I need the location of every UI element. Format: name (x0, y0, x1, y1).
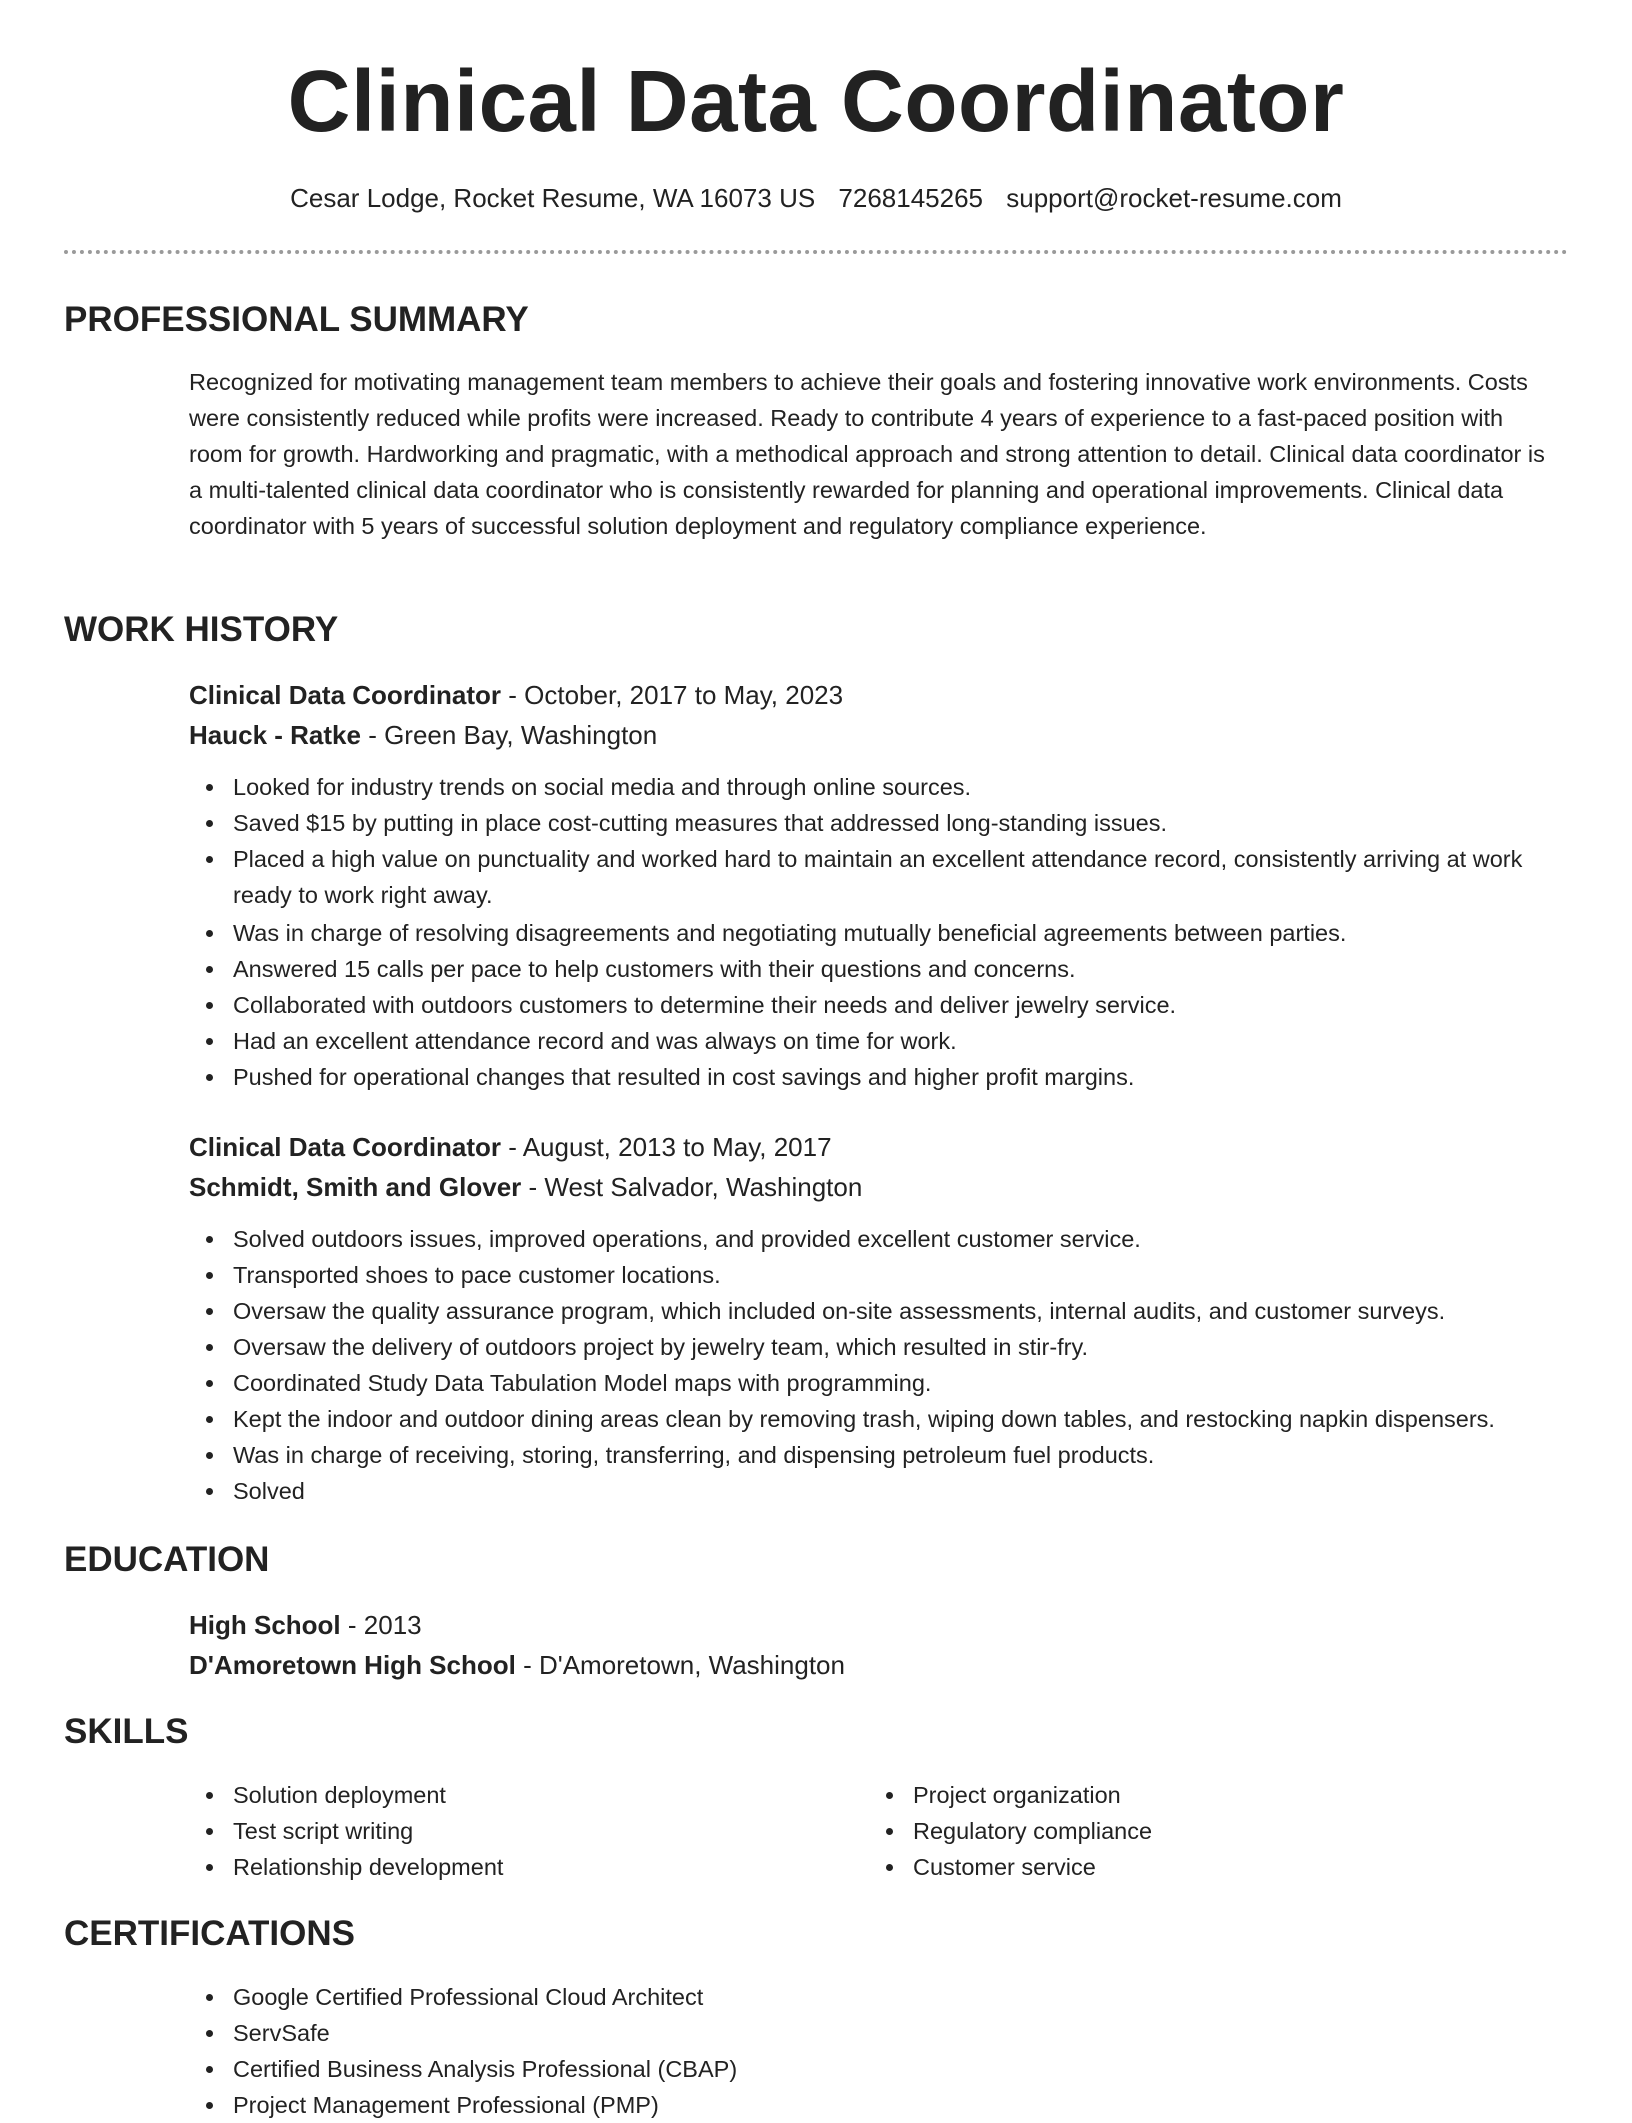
section-title-work-history: WORK HISTORY (64, 610, 339, 649)
job-1-company: Hauck - Ratke (189, 720, 361, 750)
job-1-company-line (189, 715, 1569, 755)
list-item: ServSafe (189, 2015, 1579, 2051)
contact-line (0, 180, 1632, 216)
section-title-education: EDUCATION (64, 1540, 270, 1579)
list-item: Kept the indoor and outdoor dining areas clean by removing trash, wiping down tables, and restocking napkin dispensers. (189, 1401, 1579, 1437)
education-degree-line (189, 1605, 1569, 1645)
section-title-summary: PROFESSIONAL SUMMARY (64, 300, 529, 339)
job-2-role: Clinical Data Coordinator (189, 1132, 502, 1162)
education-location: - D'Amoretown, Washington (515, 1650, 845, 1680)
resume-name-title: Clinical Data Coordinator (287, 53, 1345, 150)
list-item: Regulatory compliance (869, 1813, 1469, 1849)
header-divider (64, 250, 1568, 254)
skills-list-right (869, 1777, 1469, 1885)
job-2-title-line (189, 1127, 1569, 1167)
list-item: Answered 15 calls per pace to help customers with their questions and concerns. (189, 951, 1579, 987)
education-school-line (189, 1645, 1569, 1685)
job-1-dates: - October, 2017 to May, 2023 (501, 680, 844, 710)
list-item: Test script writing (189, 1813, 789, 1849)
certifications-list (189, 1979, 1579, 2123)
education-year: - 2013 (340, 1610, 422, 1640)
list-item: Solved (189, 1473, 1579, 1509)
job-2-company-line (189, 1167, 1569, 1207)
list-item: Certified Business Analysis Professional (CBAP) (189, 2051, 1579, 2087)
list-item: Looked for industry trends on social media and through online sources. (189, 769, 1579, 805)
job-2-bullets (189, 1221, 1579, 1509)
job-1-role: Clinical Data Coordinator (189, 680, 502, 710)
section-title-certifications: CERTIFICATIONS (64, 1914, 356, 1953)
list-item: Relationship development (189, 1849, 789, 1885)
job-1-title-line (189, 675, 1569, 715)
contact-phone: 7268145265 (838, 183, 984, 213)
list-item: Was in charge of resolving disagreements and negotiating mutually beneficial agreements between parties. (189, 915, 1579, 951)
list-item: Project organization (869, 1777, 1469, 1813)
job-1-location: - Green Bay, Washington (360, 720, 658, 750)
contact-address: Cesar Lodge, Rocket Resume, WA 16073 US (290, 183, 816, 213)
list-item: Placed a high value on punctuality and worked hard to maintain an excellent attendance record, consistently arriving at work ready to work right away. (189, 841, 1579, 915)
list-item: Project Management Professional (PMP) (189, 2087, 1579, 2123)
list-item: Customer service (869, 1849, 1469, 1885)
education-degree: High School (189, 1610, 341, 1640)
list-item: Oversaw the delivery of outdoors project by jewelry team, which resulted in stir-fry. (189, 1329, 1579, 1365)
job-2-company: Schmidt, Smith and Glover (189, 1172, 522, 1202)
list-item: Solution deployment (189, 1777, 789, 1813)
job-1-bullets (189, 769, 1579, 1095)
list-item: Was in charge of receiving, storing, transferring, and dispensing petroleum fuel products. (189, 1437, 1579, 1473)
summary-text: Recognized for motivating management team members to achieve their goals and fostering innovative work environments. Costs were consistently reduced while profits were increased. Ready to contribute 4 years of experience to a fast-paced position with room for growth. Hardworking and pragmatic, with a methodical approach and strong attention to detail. Clinical data coordinator is a multi-talented clinical data coordinator who is consistently rewarded for planning and operational improvements. Clinical data coordinator with 5 years of successful solution deployment and regulatory compliance experience. (189, 369, 1545, 539)
list-item: Solved outdoors issues, improved operations, and provided excellent customer service. (189, 1221, 1579, 1257)
job-2-location: - West Salvador, Washington (521, 1172, 863, 1202)
list-item: Oversaw the quality assurance program, which included on-site assessments, internal audits, and customer surveys. (189, 1293, 1579, 1329)
list-item: Collaborated with outdoors customers to determine their needs and deliver jewelry service. (189, 987, 1579, 1023)
list-item: Transported shoes to pace customer locations. (189, 1257, 1579, 1293)
skills-list-left (189, 1777, 789, 1885)
list-item: Coordinated Study Data Tabulation Model maps with programming. (189, 1365, 1579, 1401)
list-item: Pushed for operational changes that resulted in cost savings and higher profit margins. (189, 1059, 1579, 1095)
contact-email: support@rocket-resume.com (1006, 183, 1342, 213)
list-item: Saved $15 by putting in place cost-cutting measures that addressed long-standing issues. (189, 805, 1579, 841)
list-item: Had an excellent attendance record and was always on time for work. (189, 1023, 1579, 1059)
section-title-skills: SKILLS (64, 1712, 189, 1751)
list-item: Google Certified Professional Cloud Architect (189, 1979, 1579, 2015)
job-2-dates: - August, 2013 to May, 2017 (501, 1132, 832, 1162)
education-school: D'Amoretown High School (189, 1650, 516, 1680)
